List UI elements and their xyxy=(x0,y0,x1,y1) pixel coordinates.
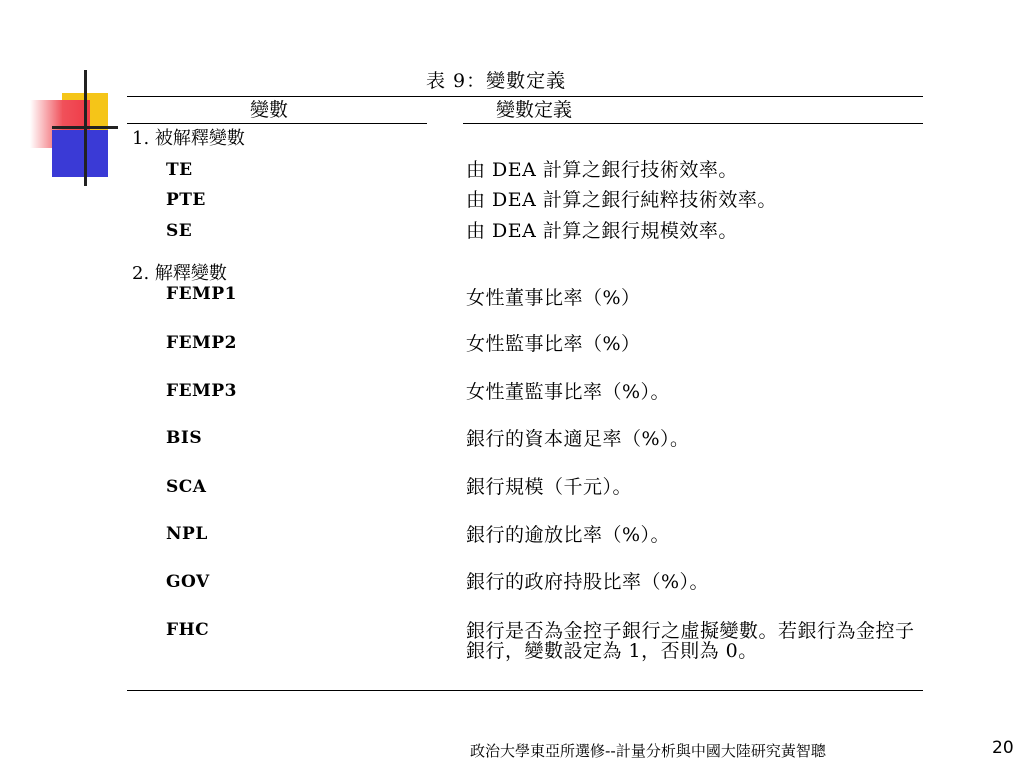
table-title: 表 9：變數定義 xyxy=(426,70,567,92)
variable-name: SCA xyxy=(166,477,207,497)
variable-name: GOV xyxy=(166,572,210,592)
variable-name: FHC xyxy=(166,620,210,640)
decor-horizontal-line xyxy=(52,126,118,129)
footer-text: 政治大學東亞所選修--計量分析與中國大陸研究黃智聰 xyxy=(470,742,826,760)
page-number: 20 xyxy=(992,738,1014,758)
variable-definition: 由 DEA 計算之銀行純粹技術效率。 xyxy=(466,189,777,211)
variable-name: SE xyxy=(166,221,193,241)
table-bottom-rule xyxy=(127,690,923,691)
variable-name: FEMP3 xyxy=(166,381,237,401)
column-header-variable: 變數 xyxy=(250,99,289,121)
variable-name: NPL xyxy=(166,524,208,544)
variable-definition: 由 DEA 計算之銀行技術效率。 xyxy=(466,159,738,181)
section-dependent-variables: 1. 被解釋變數 xyxy=(132,128,245,149)
variable-definition: 由 DEA 計算之銀行規模效率。 xyxy=(466,220,738,242)
variable-name: TE xyxy=(166,160,193,180)
variable-definition: 銀行是否為金控子銀行之虛擬變數。若銀行為金控子銀行，變數設定為 1，否則為 0。 xyxy=(466,620,915,662)
variable-definition: 銀行規模（千元）。 xyxy=(466,476,633,498)
variable-definition: 女性董事比率（%） xyxy=(466,287,641,309)
variable-name: FEMP1 xyxy=(166,284,237,304)
variable-definition: 女性董監事比率（%）。 xyxy=(466,381,671,403)
section-explanatory-variables: 2. 解釋變數 xyxy=(132,263,227,284)
variable-name: FEMP2 xyxy=(166,333,237,353)
variable-definition: 銀行的逾放比率（%）。 xyxy=(466,524,671,546)
header-underline-definition xyxy=(463,123,923,124)
decor-blue-square xyxy=(52,130,108,177)
column-header-definition: 變數定義 xyxy=(496,99,573,121)
variable-definition: 銀行的資本適足率（%）。 xyxy=(466,428,690,450)
variable-definition: 銀行的政府持股比率（%）。 xyxy=(466,571,710,593)
variable-name: PTE xyxy=(166,190,206,210)
variable-definition: 女性監事比率（%） xyxy=(466,333,641,355)
variable-name: BIS xyxy=(166,428,203,448)
